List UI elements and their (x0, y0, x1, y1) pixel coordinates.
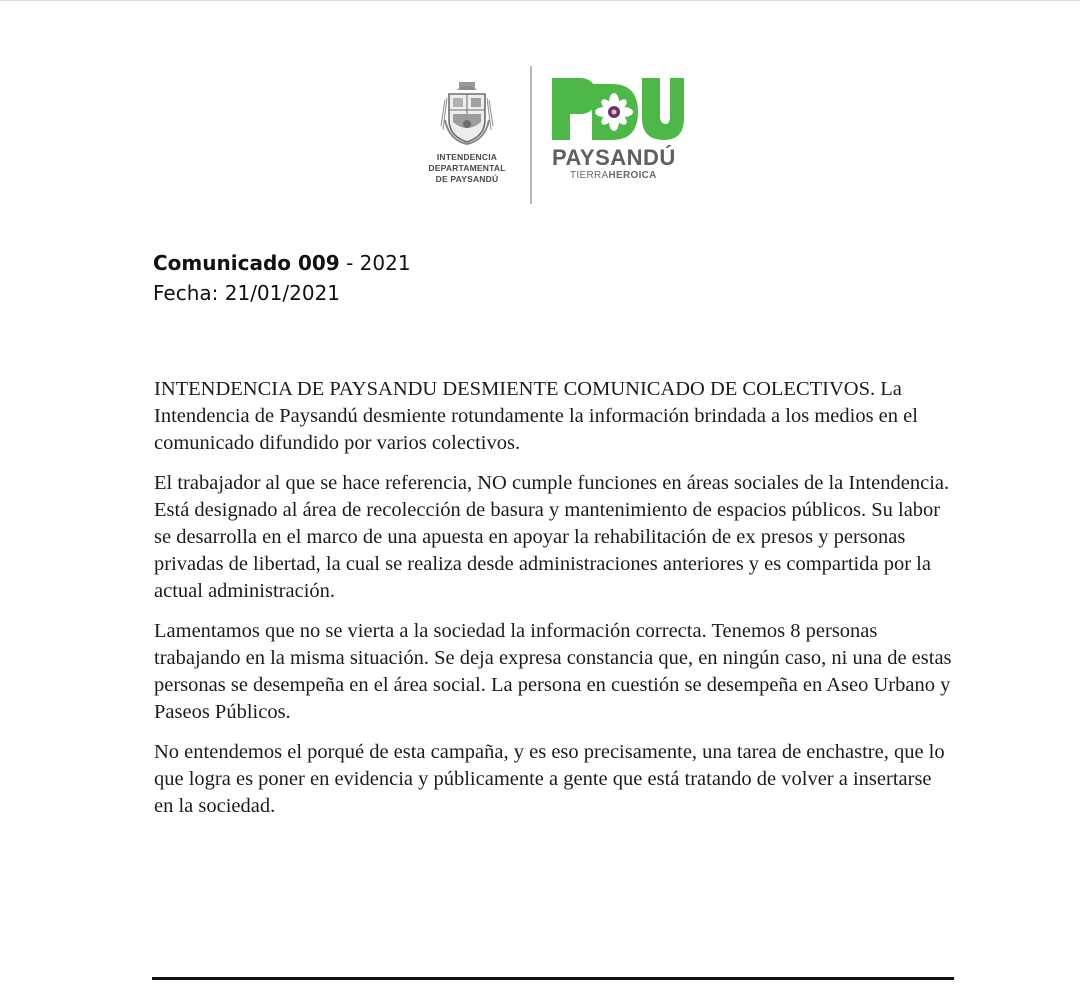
communique-title (153, 248, 411, 278)
intendencia-line-3: DE PAYSANDÚ (435, 174, 499, 184)
body-paragraph-4: No entendemos el porqué de esta campaña, y es eso precisamente, una tarea de enchastre, que lo que logra es poner en evidencia y públicamente a gente que está tratando de volver a insertarse en la sociedad. (154, 741, 945, 817)
communique-body (154, 376, 954, 833)
top-divider (0, 0, 1080, 1)
logo-divider (530, 66, 532, 204)
body-paragraph-2: El trabajador al que se hace referencia, NO cumple funciones en áreas sociales de la Intendencia. Está designado al área de recolección de basura y mantenimiento de espacios públicos. Su labor se desarrolla en el marco de una apuesta en apoyar la rehabilitación de ex presos y personas privadas de libertad, la cual se realiza desde administraciones anteriores y es compartida por la actual administración. (154, 472, 950, 602)
communique-header (153, 248, 411, 308)
tagline-bold: HEROICA (608, 170, 657, 181)
intendencia-name (420, 152, 514, 185)
tagline (570, 170, 692, 182)
tagline-light: TIERRA (570, 170, 609, 181)
intendencia-line-1: INTENDENCIA (436, 152, 498, 162)
coat-of-arms-icon (439, 80, 495, 146)
header-logos (420, 66, 700, 206)
pdu-logo (552, 76, 692, 182)
intendencia-line-2: DEPARTAMENTAL (428, 163, 506, 173)
pdu-flower-logo-icon (552, 76, 684, 142)
footer-divider (152, 977, 954, 980)
communique-number: Comunicado 009 (153, 251, 340, 275)
intendencia-logo (420, 80, 514, 185)
paysandu-wordmark: PAYSANDÚ (552, 145, 676, 170)
body-paragraph-3: Lamentamos que no se vierta a la sociedad la información correcta. Tenemos 8 personas trabajando en la misma situación. Se deja expresa constancia que, en ningún caso, ni una de estas personas se desempeña en el área social. La persona en cuestión se desempeña en Aseo Urbano y Paseos Públicos. (154, 620, 952, 723)
body-paragraph-1: INTENDENCIA DE PAYSANDU DESMIENTE COMUNICADO DE COLECTIVOS. La Intendencia de Paysandú desmiente rotundamente la información brindada a los medios en el comunicado difundido por varios colectivos. (154, 378, 918, 454)
communique-date: Fecha: 21/01/2021 (153, 281, 341, 305)
communique-year: - 2021 (339, 251, 411, 275)
